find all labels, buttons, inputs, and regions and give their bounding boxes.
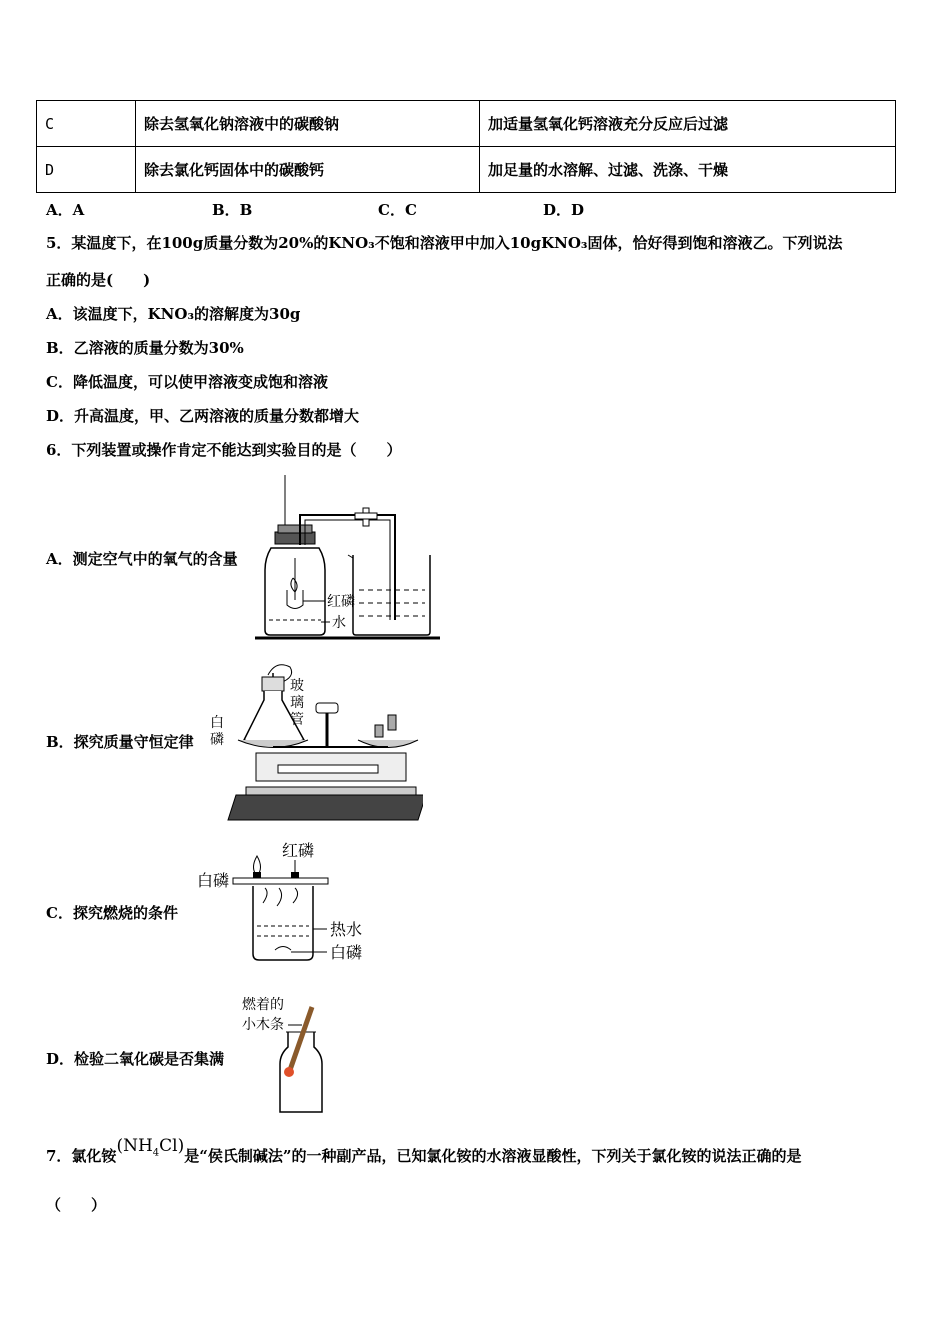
row-method: 加足量的水溶解、过滤、洗涤、干燥 — [480, 147, 896, 193]
q6-option-c[interactable]: C．探究燃烧的条件 — [46, 904, 178, 922]
q4-choice-b[interactable]: B．B — [212, 201, 253, 219]
q7-stem — [46, 1136, 802, 1173]
fig-c-label-hot-water: 热水 — [330, 920, 363, 939]
q4-choice-a[interactable]: A．A — [46, 201, 85, 219]
figure-b-balance — [208, 655, 423, 825]
figure-a-oxygen-apparatus — [255, 470, 445, 645]
fig-c-label-white-bottom: 白磷 — [330, 943, 363, 962]
q5-stem-line2: 正确的是( ) — [46, 271, 151, 289]
fig-c-label-white-left: 白磷 — [197, 871, 230, 890]
fig-c-label-red-top: 红磷 — [282, 841, 315, 860]
q4-choice-d[interactable]: D．D — [543, 201, 585, 219]
table-row — [37, 147, 896, 193]
fig-a-label-water: 水 — [332, 615, 346, 631]
q7-number: 7．氯化铵 — [46, 1147, 117, 1165]
q5-option-d[interactable]: D．升高温度，甲、乙两溶液的质量分数都增大 — [46, 407, 360, 425]
q7-rest: 是“侯氏制碱法”的一种副产品，已知氯化铵的水溶液显酸性，下列关于氯化铵的说法正确的是 — [184, 1147, 802, 1165]
row-letter: C — [37, 101, 136, 147]
options-table — [36, 100, 896, 193]
figure-c-combustion — [195, 838, 375, 968]
q7-paren: （ ） — [46, 1196, 107, 1214]
q7-formula: $(NH_4Cl)$ — [116, 1136, 185, 1159]
q4-choice-c[interactable]: C．C — [378, 201, 417, 219]
fig-b-label-white-1: 白 — [210, 715, 224, 731]
q6-option-a[interactable]: A．测定空气中的氧气的含量 — [46, 550, 238, 568]
figure-d-co2-check — [240, 992, 340, 1117]
row-target: 除去氢氧化钠溶液中的碳酸钠 — [136, 101, 480, 147]
fig-b-label-white-2: 磷 — [210, 732, 224, 748]
q5-option-a[interactable]: A．该温度下，KNO₃的溶解度为30g — [46, 305, 301, 323]
fig-a-label-red-phosphorus: 红磷 — [327, 594, 355, 610]
q6-option-b[interactable]: B．探究质量守恒定律 — [46, 733, 194, 751]
fig-b-label-glass-3: 管 — [290, 712, 304, 728]
q6-stem: 6．下列装置或操作肯定不能达到实验目的是（ ） — [46, 441, 402, 459]
q5-option-b[interactable]: B．乙溶液的质量分数为30% — [46, 339, 244, 357]
row-target: 除去氯化钙固体中的碳酸钙 — [136, 147, 480, 193]
fig-b-label-glass-1: 玻 — [290, 678, 304, 694]
fig-d-label-line1: 燃着的 — [242, 997, 284, 1013]
fig-b-label-glass-2: 璃 — [290, 695, 304, 711]
q5-stem-line1: 5．某温度下，在100g质量分数为20%的KNO₃不饱和溶液甲中加入10gKNO₃固体，恰好得到饱和溶液乙。下列说法 — [46, 234, 843, 252]
q6-option-d[interactable]: D．检验二氧化碳是否集满 — [46, 1050, 225, 1068]
row-letter: D — [37, 147, 136, 193]
row-method: 加适量氢氧化钙溶液充分反应后过滤 — [480, 101, 896, 147]
table-row — [37, 101, 896, 147]
fig-d-label-line2: 小木条 — [242, 1017, 284, 1033]
q5-option-c[interactable]: C．降低温度，可以使甲溶液变成饱和溶液 — [46, 373, 328, 391]
